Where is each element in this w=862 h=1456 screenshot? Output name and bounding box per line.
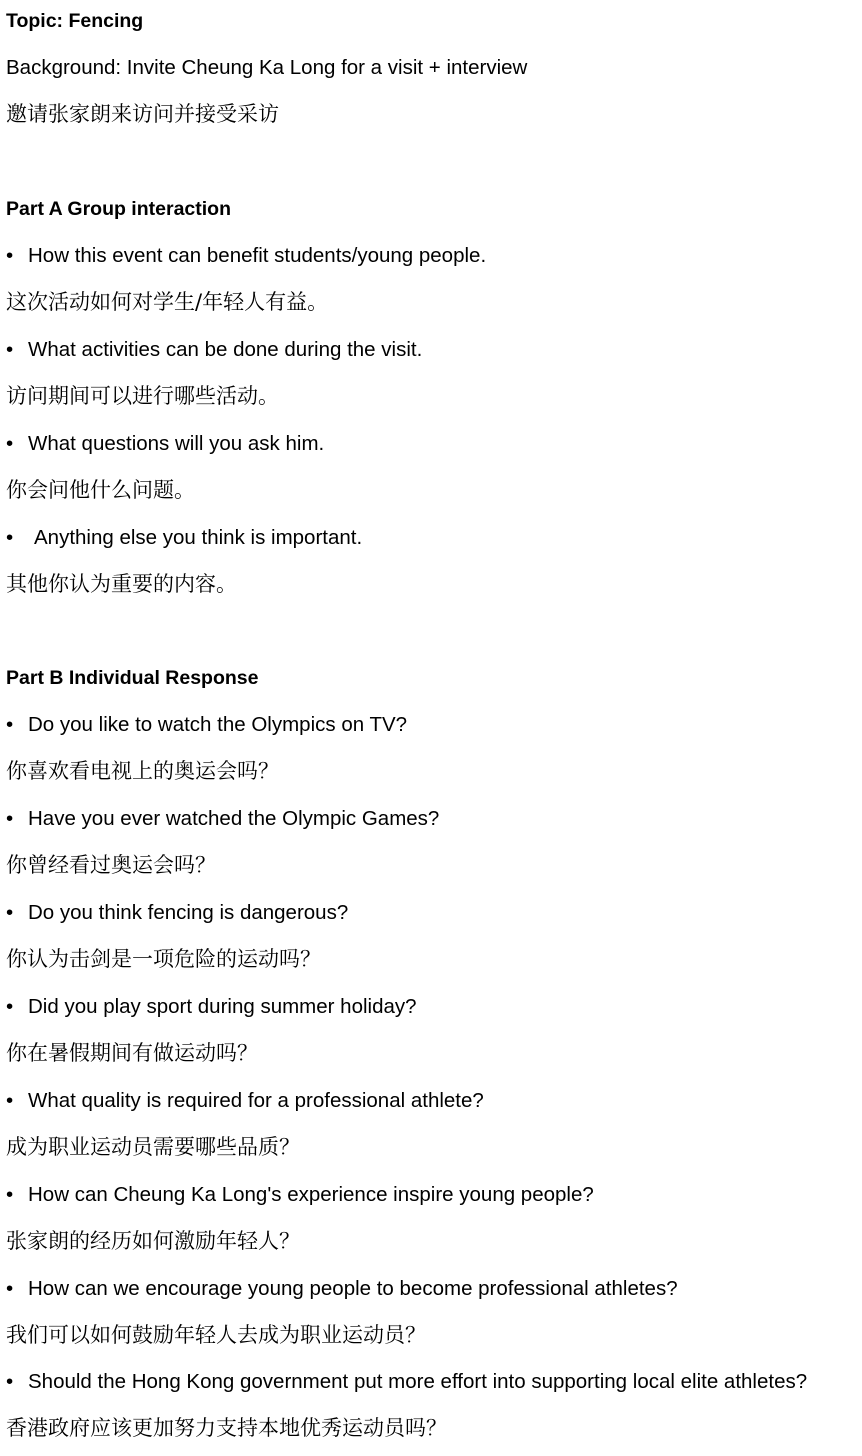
bullet-icon: • [6,338,14,361]
list-item [6,900,348,926]
list-item [6,1369,807,1395]
question-english: How can Cheung Ka Long's experience inspire young people? [28,1183,594,1206]
question-english: How this event can benefit students/young people. [28,244,487,267]
bullet-icon: • [6,1089,14,1112]
question-chinese: 这次活动如何对学生/年轻人有益。 [6,290,329,314]
question-chinese: 成为职业运动员需要哪些品质？ [6,1135,300,1159]
list-item [6,994,417,1020]
topic-heading: Topic: Fencing [6,10,144,32]
part-a-heading: Part A Group interaction [6,198,231,220]
question-english: Do you like to watch the Olympics on TV? [28,713,408,736]
bullet-icon: • [6,244,14,267]
question-english: Do you think fencing is dangerous? [28,901,349,924]
bullet-icon: • [6,995,14,1018]
list-item [6,337,422,363]
background-chinese: 邀请张家朗来访问并接受采访 [6,102,279,126]
bullet-icon: • [6,807,14,830]
question-english: Should the Hong Kong government put more effort into supporting local elite athletes? [28,1370,808,1393]
question-chinese: 香港政府应该更加努力支持本地优秀运动员吗？ [6,1416,447,1440]
question-english: What questions will you ask him. [28,432,325,455]
question-chinese: 访问期间可以进行哪些活动。 [6,384,279,408]
list-item [6,1182,594,1208]
list-item [6,243,486,269]
question-chinese: 你在暑假期间有做运动吗？ [6,1041,258,1065]
list-item [6,806,439,832]
question-chinese: 张家朗的经历如何激励年轻人？ [6,1229,300,1253]
question-chinese: 你喜欢看电视上的奥运会吗？ [6,759,279,783]
bullet-icon: • [6,432,14,455]
list-item [6,431,324,457]
question-english: Have you ever watched the Olympic Games? [28,807,440,830]
question-chinese: 你曾经看过奥运会吗？ [6,853,216,877]
bullet-icon: • [6,1183,14,1206]
question-english: What quality is required for a professional athlete? [28,1089,484,1112]
bullet-icon: • [6,526,14,549]
question-chinese: 其他你认为重要的内容。 [6,572,237,596]
list-item [6,712,407,738]
question-chinese: 你会问他什么问题。 [6,478,195,502]
list-item [6,525,362,551]
bullet-icon: • [6,1277,14,1300]
question-english: Did you play sport during summer holiday? [28,995,417,1018]
question-english: What activities can be done during the visit. [28,338,423,361]
bullet-icon: • [6,713,14,736]
list-item [6,1088,484,1114]
question-english: How can we encourage young people to become professional athletes? [28,1277,678,1300]
list-item [6,1276,678,1302]
background-english: Background: Invite Cheung Ka Long for a visit + interview [6,56,528,79]
question-english: Anything else you think is important. [34,526,363,549]
part-b-heading: Part B Individual Response [6,667,259,689]
question-chinese: 你认为击剑是一项危险的运动吗？ [6,947,321,971]
question-chinese: 我们可以如何鼓励年轻人去成为职业运动员？ [6,1323,426,1347]
bullet-icon: • [6,901,14,924]
bullet-icon: • [6,1370,14,1393]
